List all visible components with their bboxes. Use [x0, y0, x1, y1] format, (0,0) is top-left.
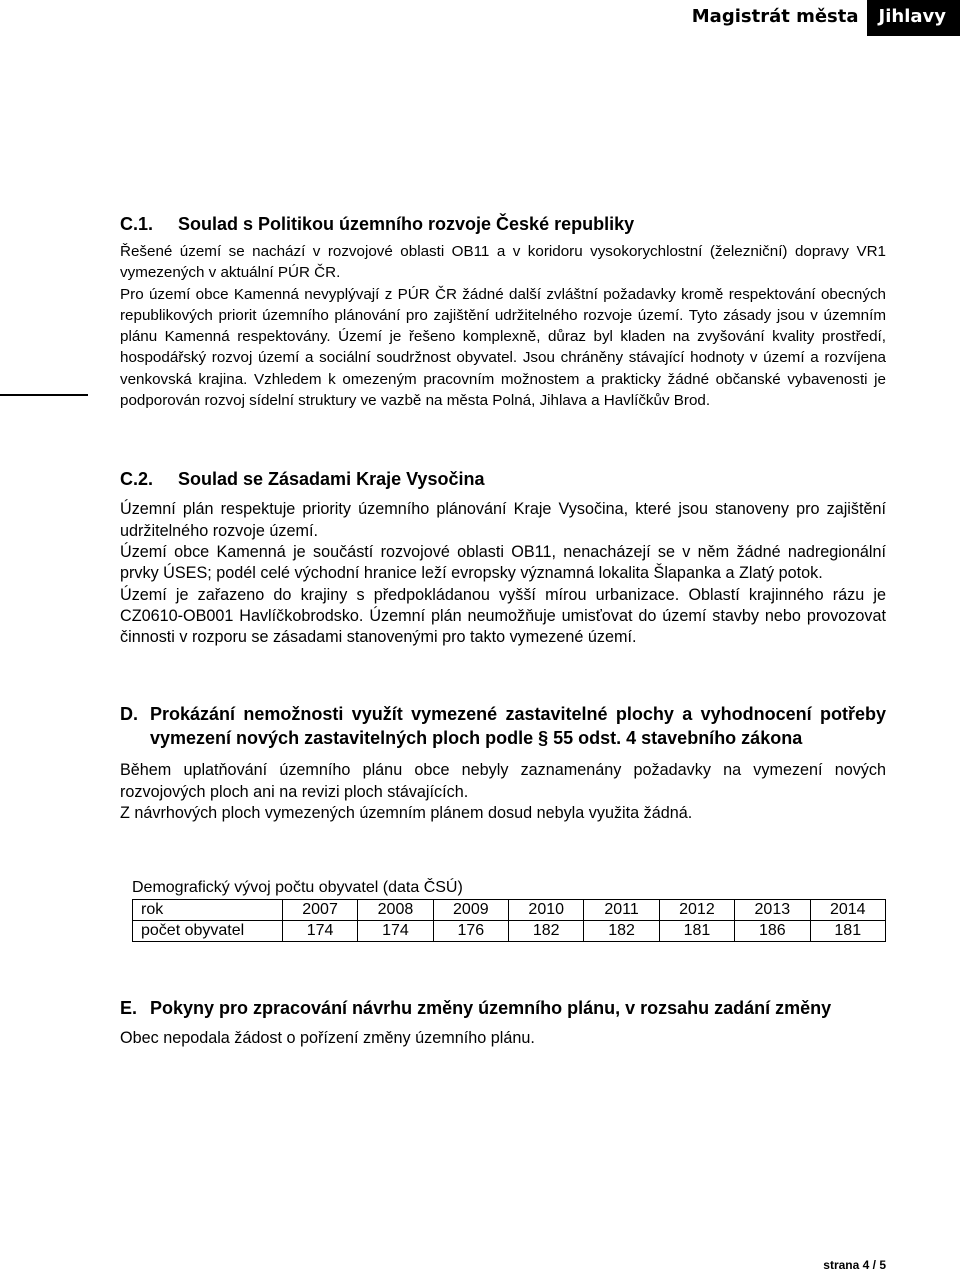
population-cell: 174 [282, 921, 357, 942]
table-row-years [133, 900, 886, 921]
section-d [120, 702, 886, 824]
year-cell: 2007 [282, 900, 357, 921]
section-d-heading [120, 702, 886, 750]
population-cell: 186 [735, 921, 810, 942]
section-c2 [120, 467, 886, 648]
section-title: Pokyny pro zpracování návrhu změny územního plánu, v rozsahu zadání změny [150, 998, 832, 1019]
section-number: E. [120, 998, 138, 1019]
demographics-table-block [132, 878, 886, 942]
section-c2-heading [120, 467, 886, 491]
paragraph: Území je zařazeno do krajiny s předpokládanou vyšší mírou urbanizace. Oblastí krajinného rázu je CZ0610-OB001 Havlíčkobrodsko. Územní plán neumožňuje umisťovat do území stavby nebo provozovat činnosti v rozporu se zásadami stanovenými pro takto vymezené území. [120, 585, 886, 647]
population-cell: 174 [358, 921, 433, 942]
population-cell: 181 [659, 921, 734, 942]
year-cell: 2011 [584, 900, 659, 921]
section-number: C.1. [120, 214, 154, 234]
logo-text-magistrat: Magistrát města [691, 6, 859, 27]
margin-rule [0, 394, 88, 396]
section-e-heading [120, 996, 886, 1020]
section-title: Prokázání nemožnosti využít vymezené zastavitelné plochy a vyhodnocení potřeby vymezení nových zastavitelných ploch podle § 55 odst. 4 stavebního zákona [150, 704, 886, 749]
header-logo [692, 0, 960, 36]
paragraph: Obec nepodala žádost o pořízení změny územního plánu. [120, 1029, 535, 1048]
section-number: C.2. [120, 469, 154, 490]
section-c1 [120, 212, 886, 411]
demographics-table [132, 899, 886, 942]
paragraph: Územní plán respektuje priority územního plánování Kraje Vysočina, které jsou stanoveny pro zajištění udržitelného rozvoje území. [120, 500, 886, 540]
population-cell: 181 [810, 921, 885, 942]
section-title: Soulad se Zásadami Kraje Vysočina [178, 469, 485, 490]
section-number: D. [120, 704, 138, 725]
paragraph: Během uplatňování územního plánu obce nebyly zaznamenány požadavky na vymezení nových rozvojových ploch ani na revizi ploch stávajících. [120, 761, 886, 801]
section-e [120, 996, 886, 1049]
paragraph: Území obce Kamenná je součástí rozvojové oblasti OB11, nenacházejí se v něm žádné nadregionální prvky ÚSES; podél celé východní hranice leží evropsky významná lokalita Šlapanka a Zlatý potok. [120, 542, 886, 583]
paragraph: Z návrhových ploch vymezených územním plánem dosud nebyla využita žádná. [120, 804, 693, 823]
population-cell: 182 [584, 921, 659, 942]
year-cell: 2014 [810, 900, 885, 921]
document-body [120, 212, 886, 1050]
logo-text-jihlavy: Jihlavy [867, 0, 960, 36]
year-cell: 2009 [433, 900, 508, 921]
paragraph: Pro území obce Kamenná nevyplývají z PÚR ČR žádné další zvláštní požadavky kromě respektování obecných republikových priorit územního plánování pro zajištění udržitelného rozvoje území. Tyto zásady jsou v územním plánu Kamenná respektovány. Území je řešeno komplexně, důraz byl kladen na zvyšování kvality prostředí, hospodářský rozvoj území a sociální soudržnost obyvatel. Jsou chráněny stávající hodnoty v území a rozvíjena venkovská krajina. Vzhledem k omezeným pracovním možnostem a prakticky žádné občanské vybavenosti je podporován rozvoj sídelní struktury ve vazbě na města Polná, Jihlava a Havlíčkův Brod. [120, 285, 886, 410]
year-cell: 2010 [509, 900, 584, 921]
row-label: rok [133, 900, 283, 921]
row-label: počet obyvatel [133, 921, 283, 942]
section-title: Soulad s Politikou územního rozvoje České republiky [178, 214, 635, 234]
paragraph: Řešené území se nachází v rozvojové oblasti OB11 a v koridoru vysokorychlostní (železniční) dopravy VR1 vymezených v aktuální PÚR ČR. [120, 243, 886, 282]
year-cell: 2008 [358, 900, 433, 921]
year-cell: 2013 [735, 900, 810, 921]
year-cell: 2012 [659, 900, 734, 921]
table-row-population [133, 921, 886, 942]
table-caption: Demografický vývoj počtu obyvatel (data ČSÚ) [132, 879, 463, 897]
section-c1-heading [120, 212, 886, 236]
population-cell: 176 [433, 921, 508, 942]
population-cell: 182 [509, 921, 584, 942]
page-number: strana 4 / 5 [823, 1258, 886, 1272]
